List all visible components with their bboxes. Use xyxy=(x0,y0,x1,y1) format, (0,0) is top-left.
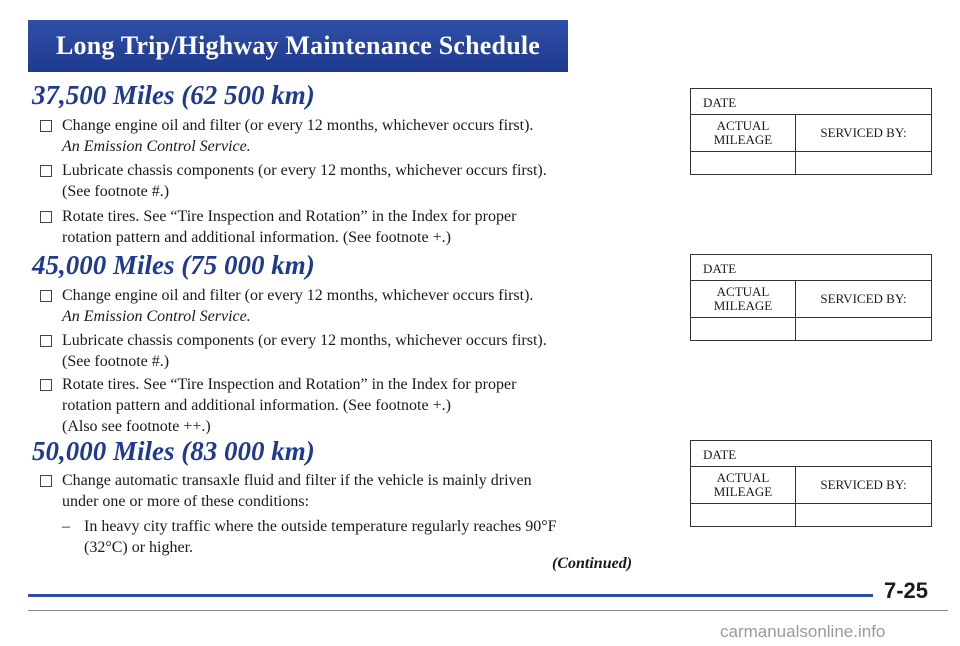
bottom-divider xyxy=(28,610,948,611)
item-text: Lubricate chassis components (or every 12 months, whichever occurs first). xyxy=(62,332,547,349)
checkbox-icon xyxy=(40,335,52,347)
date-field[interactable]: DATE xyxy=(691,255,931,281)
serviced-by-field[interactable] xyxy=(796,152,931,174)
list-item xyxy=(40,160,660,202)
actual-mileage-field[interactable] xyxy=(691,318,796,340)
checkbox-icon xyxy=(40,120,52,132)
date-field[interactable]: DATE xyxy=(691,89,931,115)
item-text: Lubricate chassis components (or every 12 months, whichever occurs first). xyxy=(62,162,547,179)
checkbox-icon xyxy=(40,475,52,487)
item-note: An Emission Control Service. xyxy=(62,138,251,155)
serviced-by-label: SERVICED BY: xyxy=(796,115,931,152)
service-record-form-37500 xyxy=(690,88,932,175)
page-number: 7-25 xyxy=(884,578,929,603)
service-record-form-50000 xyxy=(690,440,932,527)
section-heading-45000: 45,000 Miles (75 000 km) xyxy=(32,250,315,280)
serviced-by-field[interactable] xyxy=(796,504,931,526)
item-text: Change automatic transaxle fluid and filter if the vehicle is mainly driven xyxy=(62,472,532,489)
list-item xyxy=(40,374,660,437)
item-text-cont: (See footnote #.) xyxy=(62,183,170,200)
checkbox-icon xyxy=(40,211,52,223)
item-text: Rotate tires. See “Tire Inspection and Rotation” in the Index for proper xyxy=(62,376,517,393)
item-text: Change engine oil and filter (or every 12 months, whichever occurs first). xyxy=(62,117,534,134)
checkbox-icon xyxy=(40,379,52,391)
checkbox-icon xyxy=(40,165,52,177)
list-item xyxy=(40,115,660,157)
dash-bullet: – xyxy=(62,518,70,535)
actual-mileage-label: ACTUAL MILEAGE xyxy=(691,281,796,318)
actual-mileage-field[interactable] xyxy=(691,504,796,526)
checkbox-icon xyxy=(40,290,52,302)
service-record-form-45000 xyxy=(690,254,932,341)
actual-mileage-label: ACTUAL MILEAGE xyxy=(691,467,796,504)
sub-item-text: In heavy city traffic where the outside temperature regularly reaches 90°F xyxy=(84,518,557,535)
item-text-cont: (See footnote #.) xyxy=(62,353,170,370)
sub-item-text-cont: (32°C) or higher. xyxy=(84,539,194,556)
actual-mileage-label: ACTUAL MILEAGE xyxy=(691,115,796,152)
item-text-cont: under one or more of these conditions: xyxy=(62,493,310,510)
list-item xyxy=(40,206,660,248)
item-text-cont: rotation pattern and additional information. (See footnote +.) xyxy=(62,229,451,246)
list-item xyxy=(40,470,660,512)
item-text-cont: (Also see footnote ++.) xyxy=(62,418,211,435)
watermark: carmanualsonline.info xyxy=(720,622,886,641)
footer-divider xyxy=(28,594,873,597)
continued-note: (Continued) xyxy=(552,555,633,572)
section-heading-37500: 37,500 Miles (62 500 km) xyxy=(32,80,315,110)
serviced-by-label: SERVICED BY: xyxy=(796,281,931,318)
page-banner-title: Long Trip/Highway Maintenance Schedule xyxy=(28,20,568,72)
list-item xyxy=(40,330,660,372)
date-field[interactable]: DATE xyxy=(691,441,931,467)
serviced-by-label: SERVICED BY: xyxy=(796,467,931,504)
sub-list-item xyxy=(62,516,672,558)
list-item xyxy=(40,285,660,327)
item-text: Change engine oil and filter (or every 12 months, whichever occurs first). xyxy=(62,287,534,304)
item-text: Rotate tires. See “Tire Inspection and Rotation” in the Index for proper xyxy=(62,208,517,225)
item-text-cont: rotation pattern and additional information. (See footnote +.) xyxy=(62,397,451,414)
item-note: An Emission Control Service. xyxy=(62,308,251,325)
serviced-by-field[interactable] xyxy=(796,318,931,340)
actual-mileage-field[interactable] xyxy=(691,152,796,174)
section-heading-50000: 50,000 Miles (83 000 km) xyxy=(32,436,315,466)
